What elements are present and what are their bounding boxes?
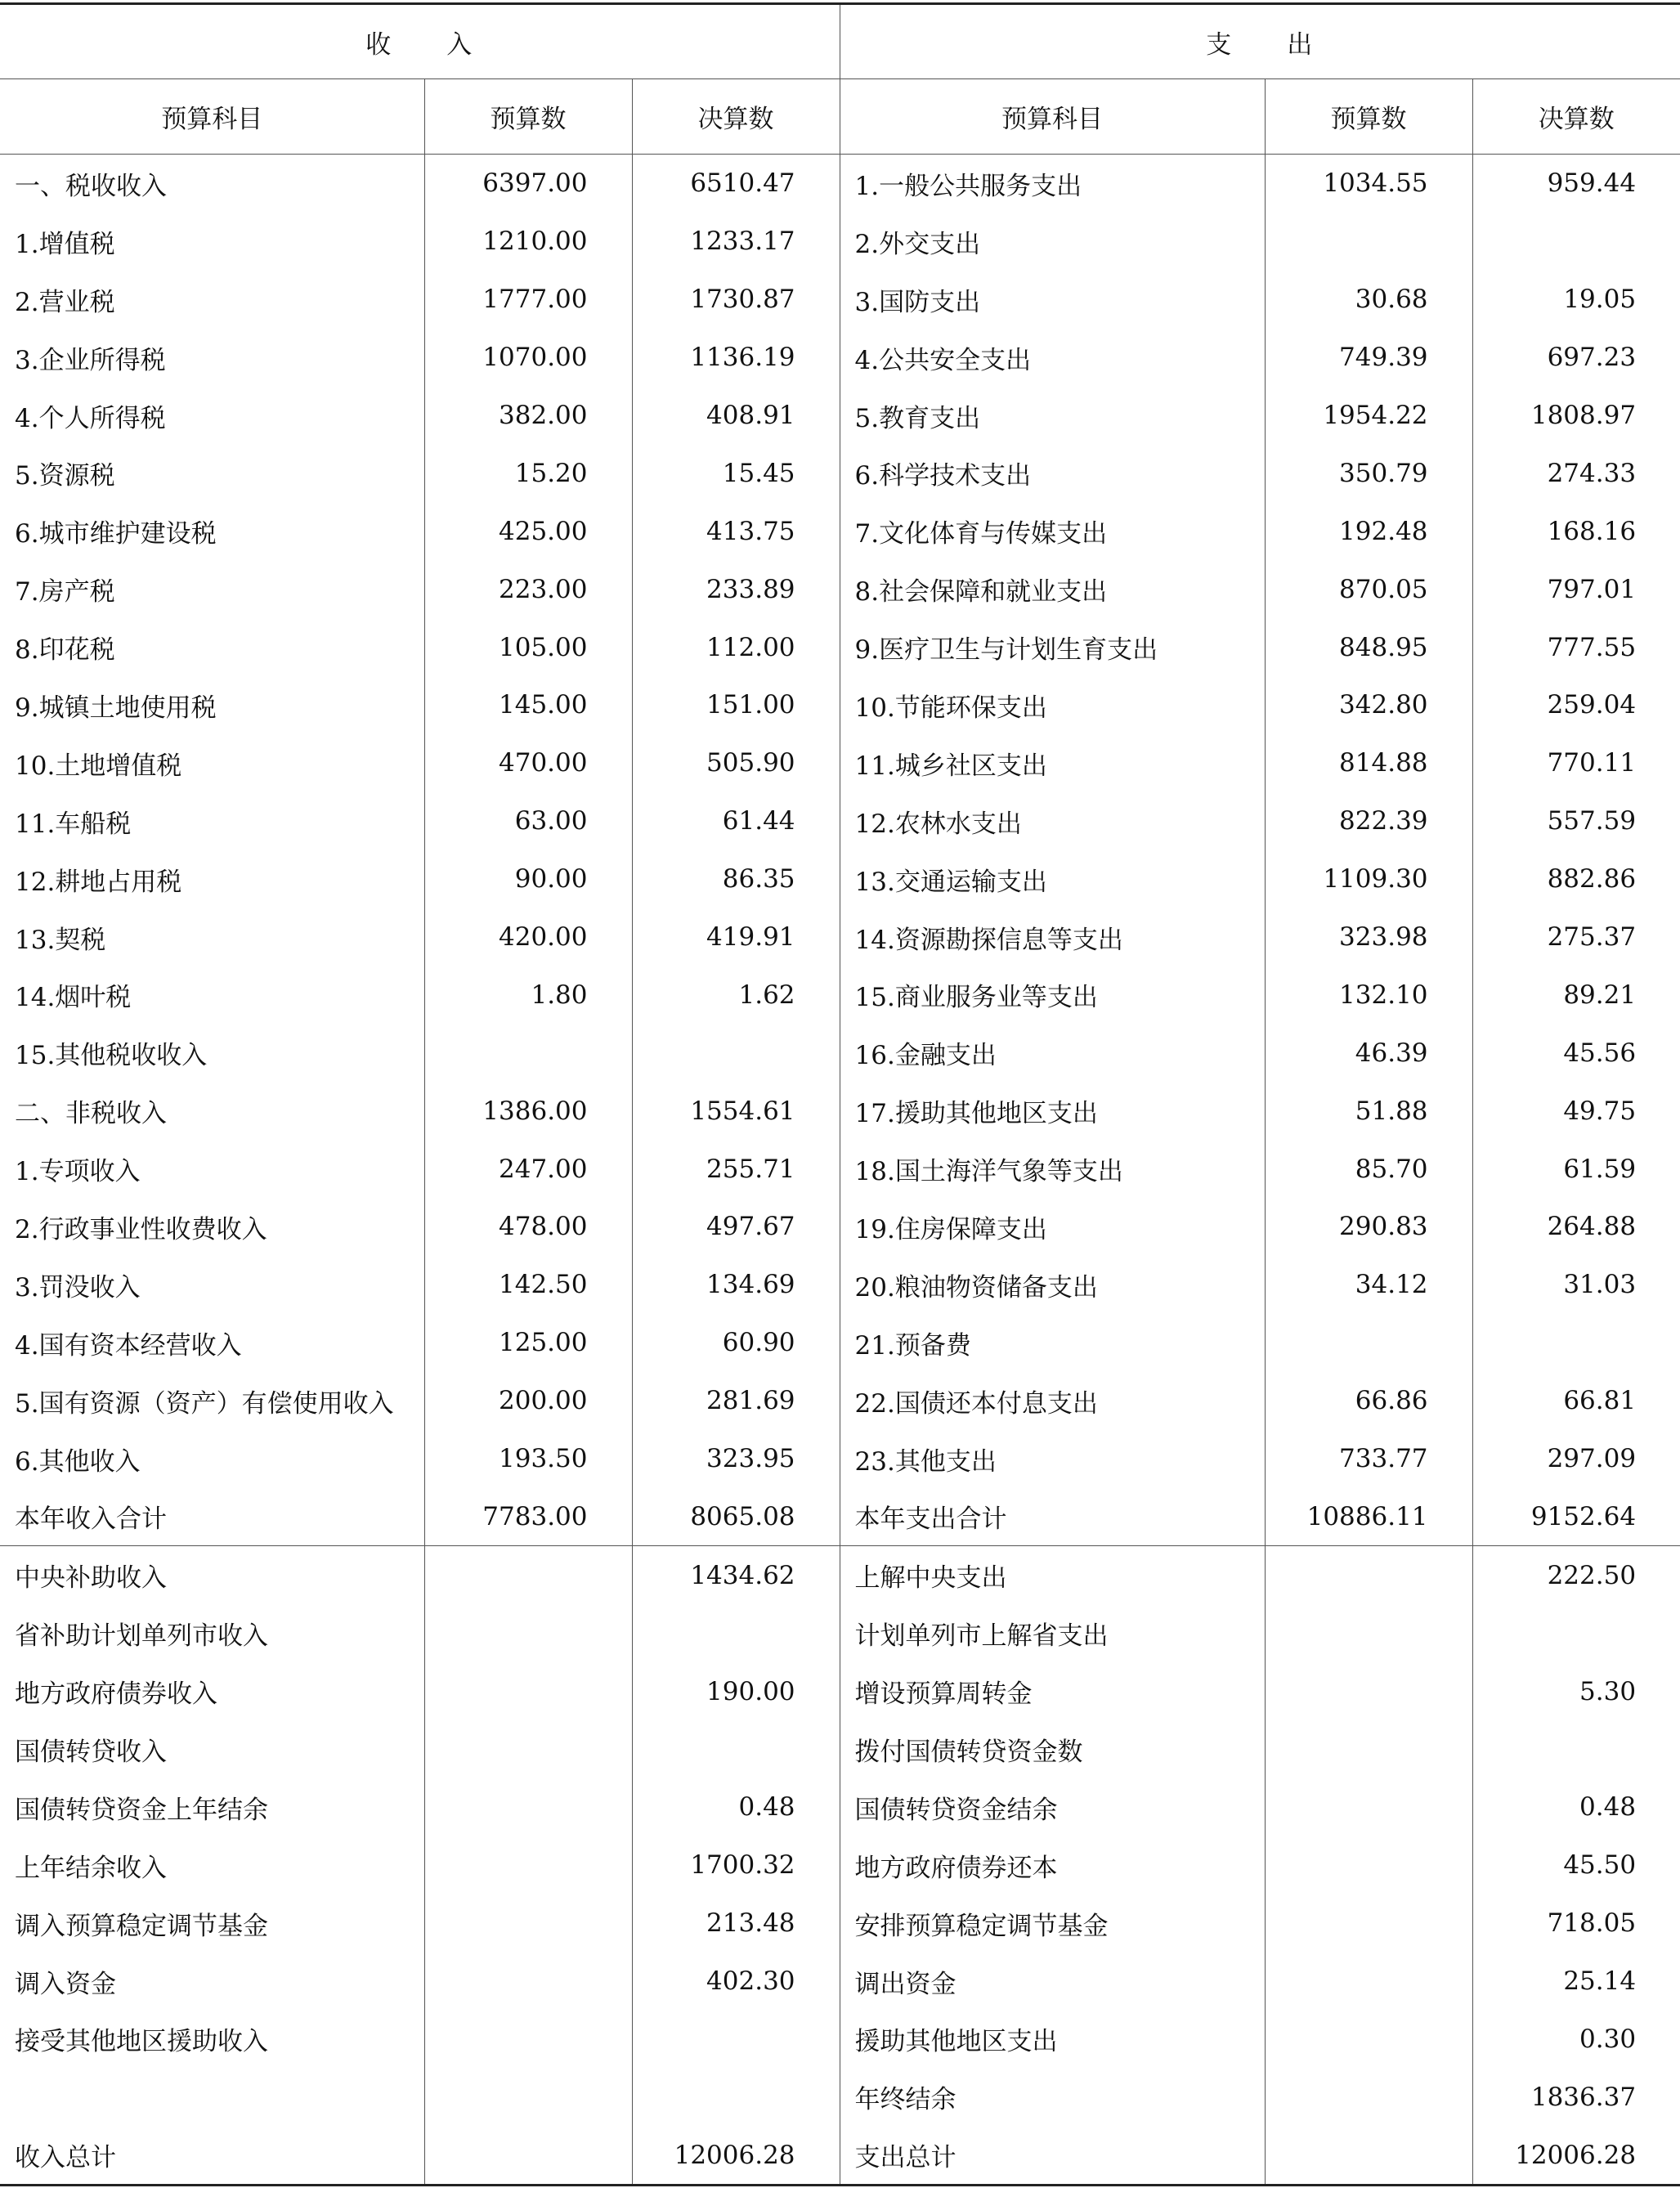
income-final-value: 134.69 xyxy=(632,1256,840,1314)
expense-item-name: 7.文化体育与传媒支出 xyxy=(840,502,1265,560)
income-budget-value: 425.00 xyxy=(424,502,632,560)
income-item-name: 12.耕地占用税 xyxy=(0,850,424,908)
expense-final-value: 49.75 xyxy=(1563,1096,1637,1126)
table-row xyxy=(0,618,1680,676)
income-final-value: 0.48 xyxy=(632,1778,840,1836)
income-budget-value: 382.00 xyxy=(424,387,632,445)
income-final-value: 15.45 xyxy=(632,444,840,502)
income-item-name: 15.其他税收收入 xyxy=(0,1024,424,1082)
income-col-item: 预算科目 xyxy=(0,79,424,155)
expense-budget-value: 1954.22 xyxy=(1265,387,1472,445)
table-row xyxy=(0,1024,1680,1082)
expense-final-value: 168.16 xyxy=(1547,516,1637,546)
table-row xyxy=(0,1953,1680,2011)
expense-budget-value xyxy=(1265,1546,1472,1604)
expense-final-value: 274.33 xyxy=(1547,458,1637,488)
expense-item-name: 14.资源勘探信息等支出 xyxy=(840,908,1265,966)
income-budget-value xyxy=(424,2126,632,2185)
income-item-name: 调入资金 xyxy=(0,1953,424,2011)
income-item-name: 3.罚没收入 xyxy=(0,1256,424,1314)
income-budget-value: 193.50 xyxy=(424,1430,632,1488)
expense-budget-value xyxy=(1265,2068,1472,2126)
income-final-value: 281.69 xyxy=(632,1372,840,1430)
income-col-final: 决算数 xyxy=(632,79,840,155)
income-item-name: 省补助计划单列市收入 xyxy=(0,1604,424,1662)
table-row xyxy=(0,1604,1680,1662)
expense-final-value: 0.48 xyxy=(1579,1792,1637,1823)
expense-item-name: 21.预备费 xyxy=(840,1314,1265,1372)
table-row xyxy=(0,1720,1680,1778)
expense-item-name: 13.交通运输支出 xyxy=(840,850,1265,908)
income-final-value: 60.90 xyxy=(632,1314,840,1372)
expense-final-value: 89.21 xyxy=(1563,980,1637,1010)
expense-item-name: 安排预算稳定调节基金 xyxy=(840,1894,1265,1953)
expense-final-value: 718.05 xyxy=(1547,1908,1637,1939)
income-item-name: 11.车船税 xyxy=(0,792,424,850)
table-row xyxy=(0,1778,1680,1836)
income-item-name: 4.个人所得税 xyxy=(0,387,424,445)
income-budget-value: 105.00 xyxy=(424,618,632,676)
expense-budget-value: 46.39 xyxy=(1265,1024,1472,1082)
expense-final-value: 31.03 xyxy=(1563,1270,1637,1300)
expense-section-title: 支 出 xyxy=(840,4,1680,79)
table-row xyxy=(0,1372,1680,1430)
expense-item-name: 3.国防支出 xyxy=(840,271,1265,329)
income-item-name: 收入总计 xyxy=(0,2126,424,2185)
income-final-value: 233.89 xyxy=(632,560,840,618)
table-row xyxy=(0,155,1680,213)
expense-budget-value: 342.80 xyxy=(1265,676,1472,734)
income-final-value: 86.35 xyxy=(632,850,840,908)
expense-final-value: 797.01 xyxy=(1547,574,1637,604)
income-budget-value xyxy=(424,2011,632,2069)
income-item-name: 二、非税收入 xyxy=(0,1082,424,1140)
income-item-name: 14.烟叶税 xyxy=(0,966,424,1024)
income-item-name: 1.专项收入 xyxy=(0,1140,424,1198)
income-budget-value xyxy=(424,1604,632,1662)
income-final-value: 1700.32 xyxy=(632,1836,840,1894)
income-final-value: 190.00 xyxy=(632,1662,840,1720)
income-final-value: 8065.08 xyxy=(632,1487,840,1545)
column-header-row xyxy=(0,79,1680,155)
income-final-value: 6510.47 xyxy=(632,155,840,213)
expense-budget-value: 1034.55 xyxy=(1265,155,1472,213)
expense-budget-value xyxy=(1265,1953,1472,2011)
expense-item-name: 10.节能环保支出 xyxy=(840,676,1265,734)
income-item-name: 接受其他地区援助收入 xyxy=(0,2011,424,2069)
table-row xyxy=(0,1082,1680,1140)
income-budget-value: 420.00 xyxy=(424,908,632,966)
expense-budget-value: 132.10 xyxy=(1265,966,1472,1024)
expense-item-name: 8.社会保障和就业支出 xyxy=(840,560,1265,618)
expense-final-value: 557.59 xyxy=(1547,806,1637,836)
expense-budget-value: 85.70 xyxy=(1265,1140,1472,1198)
expense-budget-value: 51.88 xyxy=(1265,1082,1472,1140)
expense-final-value: 297.09 xyxy=(1547,1444,1637,1474)
table-row xyxy=(0,1546,1680,1604)
income-budget-value: 63.00 xyxy=(424,792,632,850)
total-row xyxy=(0,1487,1680,1545)
income-budget-value xyxy=(424,1894,632,1953)
expense-item-name: 上解中央支出 xyxy=(840,1546,1265,1604)
expense-final-value xyxy=(1472,1604,1680,1662)
income-item-name: 10.土地增值税 xyxy=(0,734,424,792)
expense-budget-value: 822.39 xyxy=(1265,792,1472,850)
table-row xyxy=(0,734,1680,792)
expense-final-value: 19.05 xyxy=(1563,285,1637,315)
expense-budget-value: 350.79 xyxy=(1265,444,1472,502)
income-item-name: 2.行政事业性收费收入 xyxy=(0,1198,424,1256)
expense-final-value: 1808.97 xyxy=(1530,401,1637,430)
expense-item-name: 调出资金 xyxy=(840,1953,1265,2011)
expense-item-name: 支出总计 xyxy=(840,2126,1265,2185)
income-budget-value xyxy=(424,1546,632,1604)
income-item-name: 6.其他收入 xyxy=(0,1430,424,1488)
expense-item-name: 4.公共安全支出 xyxy=(840,329,1265,387)
expense-budget-value xyxy=(1265,2126,1472,2185)
income-item-name: 国债转贷收入 xyxy=(0,1720,424,1778)
table-row xyxy=(0,1140,1680,1198)
income-budget-value xyxy=(424,1836,632,1894)
income-final-value: 419.91 xyxy=(632,908,840,966)
income-final-value xyxy=(632,2011,840,2069)
table-row xyxy=(0,387,1680,445)
income-budget-value: 7783.00 xyxy=(424,1487,632,1545)
table-row xyxy=(0,676,1680,734)
expense-final-value: 0.30 xyxy=(1579,2024,1637,2054)
expense-item-name: 5.教育支出 xyxy=(840,387,1265,445)
expense-budget-value xyxy=(1265,1662,1472,1720)
expense-final-value: 770.11 xyxy=(1547,748,1637,778)
expense-budget-value: 323.98 xyxy=(1265,908,1472,966)
expense-final-value xyxy=(1472,213,1680,271)
expense-final-value: 259.04 xyxy=(1547,690,1637,720)
table-row xyxy=(0,908,1680,966)
expense-item-name: 地方政府债券还本 xyxy=(840,1836,1265,1894)
income-budget-value: 6397.00 xyxy=(424,155,632,213)
income-item-name: 中央补助收入 xyxy=(0,1546,424,1604)
expense-budget-value: 733.77 xyxy=(1265,1430,1472,1488)
income-final-value: 402.30 xyxy=(632,1953,840,2011)
expense-final-value: 12006.28 xyxy=(1515,2140,1637,2170)
income-budget-value: 247.00 xyxy=(424,1140,632,1198)
table-row xyxy=(0,560,1680,618)
income-item-name: 5.资源税 xyxy=(0,444,424,502)
expense-item-name: 2.外交支出 xyxy=(840,213,1265,271)
expense-budget-value: 34.12 xyxy=(1265,1256,1472,1314)
income-item-name: 上年结余收入 xyxy=(0,1836,424,1894)
expense-budget-value: 66.86 xyxy=(1265,1372,1472,1430)
total-row xyxy=(0,2126,1680,2185)
income-final-value: 61.44 xyxy=(632,792,840,850)
income-final-value: 12006.28 xyxy=(632,2126,840,2185)
table-row xyxy=(0,850,1680,908)
expense-final-value xyxy=(1472,1720,1680,1778)
income-item-name: 3.企业所得税 xyxy=(0,329,424,387)
table-row xyxy=(0,792,1680,850)
table-row xyxy=(0,1198,1680,1256)
expense-item-name: 国债转贷资金结余 xyxy=(840,1778,1265,1836)
expense-final-value: 222.50 xyxy=(1472,1546,1680,1604)
expense-budget-value xyxy=(1265,1604,1472,1662)
expense-final-value: 264.88 xyxy=(1547,1212,1637,1242)
table-row xyxy=(0,329,1680,387)
expense-budget-value xyxy=(1265,1778,1472,1836)
income-budget-value: 1386.00 xyxy=(424,1082,632,1140)
expense-budget-value xyxy=(1265,2011,1472,2069)
income-final-value: 408.91 xyxy=(632,387,840,445)
income-item-name: 本年收入合计 xyxy=(0,1487,424,1545)
expense-item-name: 年终结余 xyxy=(840,2068,1265,2126)
expense-item-name: 15.商业服务业等支出 xyxy=(840,966,1265,1024)
income-budget-value xyxy=(424,1778,632,1836)
expense-item-name: 拨付国债转贷资金数 xyxy=(840,1720,1265,1778)
expense-budget-value: 1109.30 xyxy=(1265,850,1472,908)
income-final-value: 505.90 xyxy=(632,734,840,792)
table-row xyxy=(0,2011,1680,2069)
expense-item-name: 9.医疗卫生与计划生育支出 xyxy=(840,618,1265,676)
expense-budget-value: 290.83 xyxy=(1265,1198,1472,1256)
expense-final-value: 697.23 xyxy=(1547,343,1637,373)
table-row xyxy=(0,1314,1680,1372)
expense-item-name: 11.城乡社区支出 xyxy=(840,734,1265,792)
table-row xyxy=(0,271,1680,329)
table-row xyxy=(0,1662,1680,1720)
income-budget-value: 15.20 xyxy=(424,444,632,502)
expense-final-value: 9152.64 xyxy=(1530,1501,1637,1531)
expense-final-value: 777.55 xyxy=(1547,632,1637,662)
income-budget-value: 470.00 xyxy=(424,734,632,792)
table-row xyxy=(0,1836,1680,1894)
table-row xyxy=(0,213,1680,271)
income-final-value xyxy=(632,1604,840,1662)
expense-item-name: 12.农林水支出 xyxy=(840,792,1265,850)
income-item-name: 地方政府债券收入 xyxy=(0,1662,424,1720)
expense-budget-value: 749.39 xyxy=(1265,329,1472,387)
income-final-value: 413.75 xyxy=(632,502,840,560)
income-final-value: 323.95 xyxy=(632,1430,840,1488)
income-budget-value xyxy=(424,1024,632,1082)
income-item-name: 一、税收收入 xyxy=(0,155,424,213)
income-item-name: 8.印花税 xyxy=(0,618,424,676)
income-final-value xyxy=(632,2068,840,2126)
table-row xyxy=(0,1430,1680,1488)
income-budget-value: 145.00 xyxy=(424,676,632,734)
expense-item-name: 22.国债还本付息支出 xyxy=(840,1372,1265,1430)
income-item-name: 13.契税 xyxy=(0,908,424,966)
table-row xyxy=(0,1894,1680,1953)
expense-item-name: 17.援助其他地区支出 xyxy=(840,1082,1265,1140)
expense-budget-value: 848.95 xyxy=(1265,618,1472,676)
expense-budget-value xyxy=(1265,1836,1472,1894)
income-budget-value xyxy=(424,2068,632,2126)
expense-item-name: 19.住房保障支出 xyxy=(840,1198,1265,1256)
income-final-value: 1434.62 xyxy=(632,1546,840,1604)
income-col-budget: 预算数 xyxy=(424,79,632,155)
income-final-value: 1136.19 xyxy=(632,329,840,387)
income-final-value: 1730.87 xyxy=(632,271,840,329)
income-budget-value: 90.00 xyxy=(424,850,632,908)
expense-final-value: 959.44 xyxy=(1547,168,1637,199)
income-budget-value: 1.80 xyxy=(424,966,632,1024)
expense-final-value: 25.14 xyxy=(1563,1966,1637,1997)
section-header-row xyxy=(0,4,1680,79)
income-final-value: 255.71 xyxy=(632,1140,840,1198)
expense-col-budget: 预算数 xyxy=(1265,79,1472,155)
expense-final-value: 61.59 xyxy=(1563,1154,1637,1184)
income-section-title: 收 入 xyxy=(0,4,840,79)
income-item-name: 2.营业税 xyxy=(0,271,424,329)
expense-final-value: 882.86 xyxy=(1547,864,1637,894)
expense-budget-value xyxy=(1265,213,1472,271)
expense-item-name: 6.科学技术支出 xyxy=(840,444,1265,502)
expense-item-name: 16.金融支出 xyxy=(840,1024,1265,1082)
income-budget-value: 142.50 xyxy=(424,1256,632,1314)
budget-table xyxy=(0,2,1680,2186)
expense-final-value: 45.56 xyxy=(1563,1038,1637,1068)
income-item-name: 9.城镇土地使用税 xyxy=(0,676,424,734)
expense-budget-value: 30.68 xyxy=(1265,271,1472,329)
income-budget-value xyxy=(424,1953,632,2011)
expense-final-value: 45.50 xyxy=(1563,1850,1637,1881)
income-final-value xyxy=(632,1720,840,1778)
income-item-name: 调入预算稳定调节基金 xyxy=(0,1894,424,1953)
income-item-name: 国债转贷资金上年结余 xyxy=(0,1778,424,1836)
expense-budget-value: 814.88 xyxy=(1265,734,1472,792)
expense-final-value: 66.81 xyxy=(1563,1386,1637,1416)
income-final-value: 497.67 xyxy=(632,1198,840,1256)
income-budget-value: 478.00 xyxy=(424,1198,632,1256)
expense-col-final: 决算数 xyxy=(1472,79,1680,155)
expense-budget-value: 870.05 xyxy=(1265,560,1472,618)
expense-budget-value xyxy=(1265,1720,1472,1778)
income-final-value xyxy=(632,1024,840,1082)
income-item-name: 1.增值税 xyxy=(0,213,424,271)
income-budget-value: 200.00 xyxy=(424,1372,632,1430)
table-row xyxy=(0,1256,1680,1314)
expense-col-item: 预算科目 xyxy=(840,79,1265,155)
expense-budget-value: 192.48 xyxy=(1265,502,1472,560)
income-item-name: 4.国有资本经营收入 xyxy=(0,1314,424,1372)
income-item-name: 6.城市维护建设税 xyxy=(0,502,424,560)
expense-final-value: 1836.37 xyxy=(1530,2082,1637,2112)
expense-budget-value xyxy=(1265,1314,1472,1372)
income-final-value: 1233.17 xyxy=(632,213,840,271)
income-budget-value: 125.00 xyxy=(424,1314,632,1372)
income-budget-value: 223.00 xyxy=(424,560,632,618)
expense-item-name: 计划单列市上解省支出 xyxy=(840,1604,1265,1662)
income-final-value: 213.48 xyxy=(632,1894,840,1953)
income-budget-value: 1210.00 xyxy=(424,213,632,271)
income-item-name: 7.房产税 xyxy=(0,560,424,618)
expense-final-value: 5.30 xyxy=(1579,1676,1637,1706)
table-row xyxy=(0,966,1680,1024)
income-final-value: 112.00 xyxy=(632,618,840,676)
table-row xyxy=(0,444,1680,502)
expense-final-value xyxy=(1472,1314,1680,1372)
income-final-value: 151.00 xyxy=(632,676,840,734)
table-row xyxy=(0,2068,1680,2126)
income-budget-value xyxy=(424,1720,632,1778)
expense-item-name: 援助其他地区支出 xyxy=(840,2011,1265,2069)
income-budget-value: 1777.00 xyxy=(424,271,632,329)
income-final-value: 1.62 xyxy=(632,966,840,1024)
income-budget-value xyxy=(424,1662,632,1720)
expense-item-name: 20.粮油物资储备支出 xyxy=(840,1256,1265,1314)
income-item-name: 5.国有资源（资产）有偿使用收入 xyxy=(0,1372,424,1430)
expense-budget-value xyxy=(1265,1894,1472,1953)
expense-item-name: 23.其他支出 xyxy=(840,1430,1265,1488)
income-item-name xyxy=(0,2068,424,2126)
expense-item-name: 18.国土海洋气象等支出 xyxy=(840,1140,1265,1198)
expense-final-value: 275.37 xyxy=(1547,922,1637,953)
expense-item-name: 1.一般公共服务支出 xyxy=(840,155,1265,213)
table-body xyxy=(0,155,1680,2186)
expense-budget-value: 10886.11 xyxy=(1265,1487,1472,1545)
table-row xyxy=(0,502,1680,560)
expense-item-name: 增设预算周转金 xyxy=(840,1662,1265,1720)
expense-item-name: 本年支出合计 xyxy=(840,1487,1265,1545)
income-budget-value: 1070.00 xyxy=(424,329,632,387)
income-final-value: 1554.61 xyxy=(632,1082,840,1140)
